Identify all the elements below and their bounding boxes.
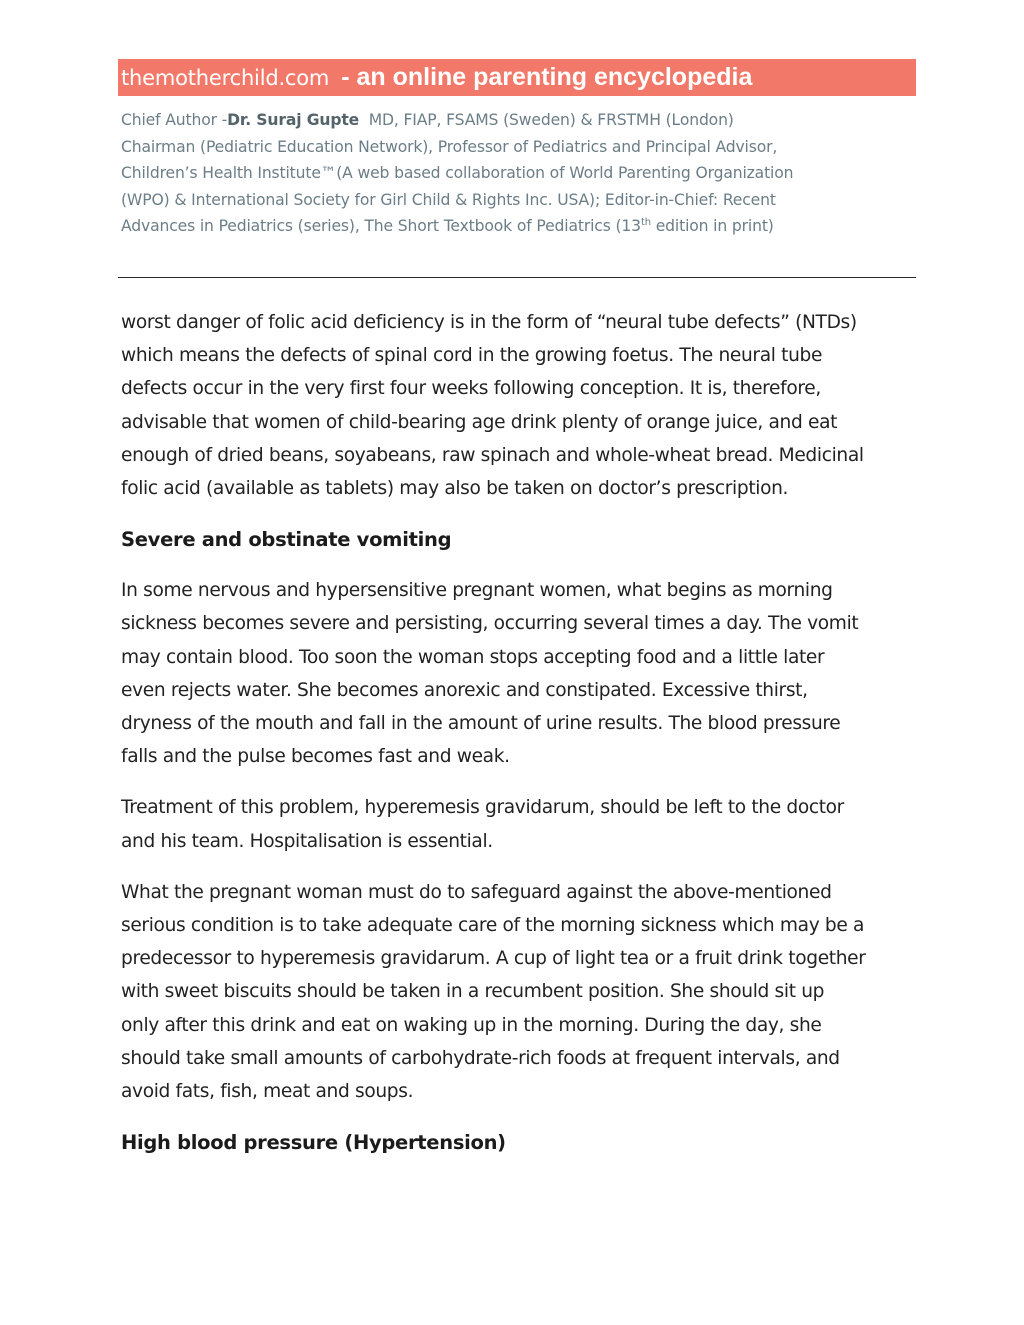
author-credentials-line: Children’s Health Institute™(A web based collaboration of World Parenting Organization (121, 164, 794, 182)
text-line: even rejects water. She becomes anorexic and constipated. Excessive thirst, (121, 679, 808, 701)
text-line: dryness of the mouth and fall in the amount of urine results. The blood pressure (121, 713, 841, 735)
section-heading-vomiting: Severe and obstinate vomiting (121, 528, 452, 552)
text-line: only after this drink and eat on waking up in the morning. During the day, she (121, 1014, 822, 1036)
site-name[interactable]: themotherchild.com (121, 65, 330, 90)
site-tagline: - an online parenting encyclopedia (341, 63, 753, 91)
paragraph-folic-acid (121, 306, 921, 505)
author-credentials-line (121, 213, 921, 240)
text-line: may contain blood. Too soon the woman stops accepting food and a little later (121, 646, 825, 668)
text-line: should take small amounts of carbohydrate-rich foods at frequent intervals, and (121, 1047, 840, 1069)
author-prefix: Chief Author - (121, 111, 228, 129)
author-line (121, 107, 921, 134)
author-name: Dr. Suraj Gupte (227, 111, 360, 129)
text-line: In some nervous and hypersensitive pregnant women, what begins as morning (121, 580, 833, 602)
author-credentials-text: Advances in Pediatrics (series), The Short Textbook of Pediatrics (13 (121, 217, 641, 235)
author-credentials-line: (WPO) & International Society for Girl Child & Rights Inc. USA); Editor-in-Chief: Recent (121, 190, 776, 209)
text-line: which means the defects of spinal cord in the growing foetus. The neural tube (121, 345, 823, 367)
text-line: enough of dried beans, soyabeans, raw spinach and whole-wheat bread. Medicinal (121, 444, 864, 466)
article-body (121, 306, 921, 1159)
header-divider (118, 277, 916, 278)
text-line: serious condition is to take adequate care of the morning sickness which may be a (121, 915, 865, 937)
edition-superscript: th (640, 216, 651, 228)
text-line: folic acid (available as tablets) may also be taken on doctor’s prescription. (121, 478, 789, 500)
paragraph-treatment (121, 791, 921, 857)
section-heading-hypertension: High blood pressure (Hypertension) (121, 1131, 506, 1155)
paragraph-safeguard (121, 876, 921, 1108)
text-line: What the pregnant woman must do to safeguard against the above-mentioned (121, 881, 832, 903)
text-line: sickness becomes severe and persisting, occurring several times a day. The vomit (121, 613, 859, 635)
text-line: avoid fats, fish, meat and soups. (121, 1081, 414, 1103)
paragraph-vomiting (121, 574, 921, 773)
author-credentials-line: Chairman (Pediatric Education Network), Professor of Pediatrics and Principal Advisor, (121, 137, 778, 156)
edition-tail: edition in print) (650, 217, 774, 235)
text-line: advisable that women of child-bearing age drink plenty of orange juice, and eat (121, 411, 838, 433)
text-line: Treatment of this problem, hyperemesis gravidarum, should be left to the doctor (121, 797, 844, 819)
text-line: with sweet biscuits should be taken in a recumbent position. She should sit up (121, 981, 825, 1003)
header-banner (118, 59, 916, 96)
text-line: predecessor to hyperemesis gravidarum. A cup of light tea or a fruit drink together (121, 948, 866, 970)
text-line: and his team. Hospitalisation is essential. (121, 830, 493, 852)
text-line: defects occur in the very first four weeks following conception. It is, therefore, (121, 378, 821, 400)
text-line: falls and the pulse becomes fast and weak. (121, 746, 510, 768)
text-line: worst danger of folic acid deficiency is in the form of “neural tube defects” (NTDs) (121, 312, 857, 333)
author-credentials-line: MD, FIAP, FSAMS (Sweden) & FRSTMH (London) (368, 111, 734, 129)
author-credentials (121, 107, 921, 240)
